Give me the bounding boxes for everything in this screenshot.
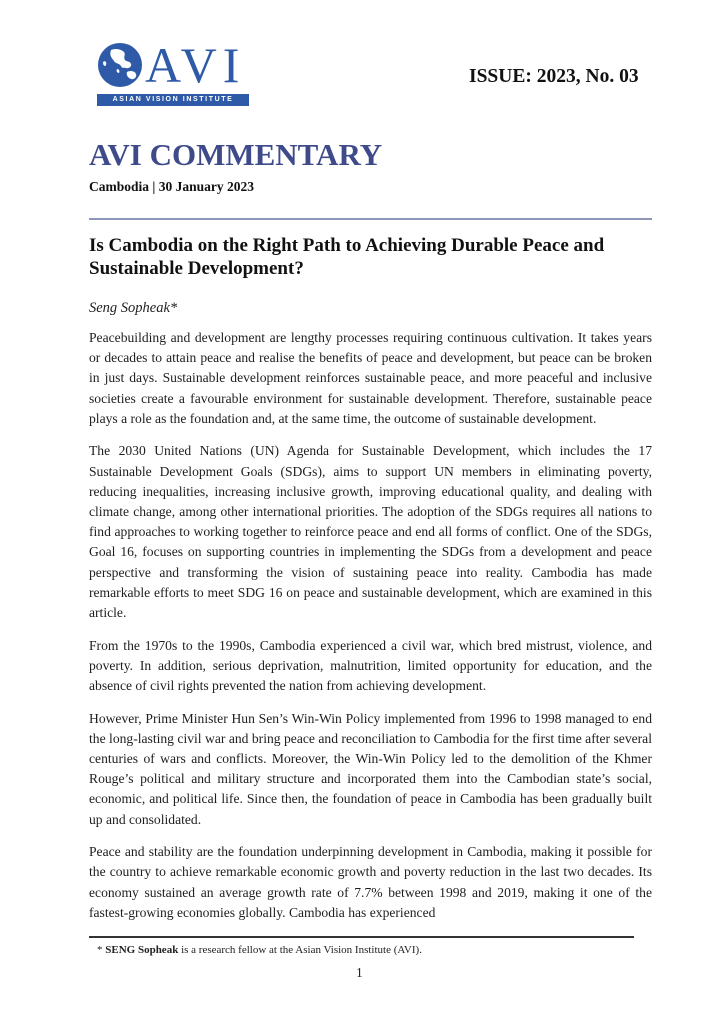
paragraph: From the 1970s to the 1990s, Cambodia experienced a civil war, which bred mistrust, violence, and poverty. In addition, serious deprivation, malnutrition, limited opportunity for education, and the absence of civil rights prevented the nation from achieving development.: [89, 637, 652, 694]
paragraph: Peacebuilding and development are lengthy processes requiring continuous cultivation. It takes years or decades to attain peace and realise the benefits of peace and development, but peace can be broken in just days. Sustainable development reinforces sustainable peace, and more peaceful and inclusive societies create a favourable environment for sustainable development. Therefore, sustainable peace plays a role as the foundation and, at the same time, the outcome of sustainable development.: [89, 330, 652, 426]
page-number: 1: [356, 965, 363, 980]
author-byline: Seng Sopheak*: [89, 300, 178, 316]
header-divider: [89, 218, 652, 220]
paragraph: Peace and stability are the foundation underpinning development in Cambodia, making it possible for the country to achieve remarkable economic growth and poverty reduction in the last two decades. Its economy sustained an average growth rate of 7.7% between 1998 and 2019, making it one of the fastest-growing economies globally. Cambodia has experienced: [89, 844, 652, 920]
series-title: AVI COMMENTARY: [89, 137, 383, 172]
issue-number: ISSUE: 2023, No. 03: [469, 66, 639, 87]
footnote-text: is a research fellow at the Asian Vision Institute (AVI).: [178, 944, 422, 956]
dateline: Cambodia | 30 January 2023: [89, 179, 254, 194]
globe-icon: [97, 42, 143, 88]
logo-band: ASIAN VISION INSTITUTE: [97, 94, 249, 106]
paragraph: The 2030 United Nations (UN) Agenda for Sustainable Development, which includes the 17 Sustainable Development Goals (SDGs), aims to support UN members in eliminating poverty, reducing inequalities, increasing inclusive growth, improving educational quality, and dealing with climate change, among other international priorities. The adoption of the SDGs requires all nations to find approaches to working together to reinforce peace and end all forms of conflict. One of the SDGs, Goal 16, focuses on supporting countries in implementing the SDGs from a development and peace perspective and transforming the vision of sustaining peace into reality. Cambodia has made remarkable efforts to meet SDG 16 on peace and sustainable development, which are examined in this article.: [89, 443, 652, 621]
logo-letters: AVI: [145, 37, 246, 93]
avi-logo: [97, 37, 249, 108]
article-body: [89, 328, 652, 935]
footnote-rule: [89, 936, 634, 938]
paragraph: However, Prime Minister Hun Sen’s Win-Win Policy implemented from 1996 to 1998 managed to end the long-lasting civil war and bring peace and reconciliation to Cambodia for the first time after several centuries of wars and conflicts. Moreover, the Win-Win Policy led to the demolition of the Khmer Rouge’s political and military structure and incorporated them into the Cambodian state’s social, economic, and political life. Since then, the foundation of peace in Cambodia has been gradually built up and consolidated.: [89, 710, 652, 827]
footnote-marker: *: [97, 944, 106, 956]
footnote-author: SENG Sopheak: [105, 944, 179, 956]
article-title: Is Cambodia on the Right Path to Achieving Durable Peace and Sustainable Development?: [89, 235, 605, 279]
footnote: [97, 944, 422, 956]
